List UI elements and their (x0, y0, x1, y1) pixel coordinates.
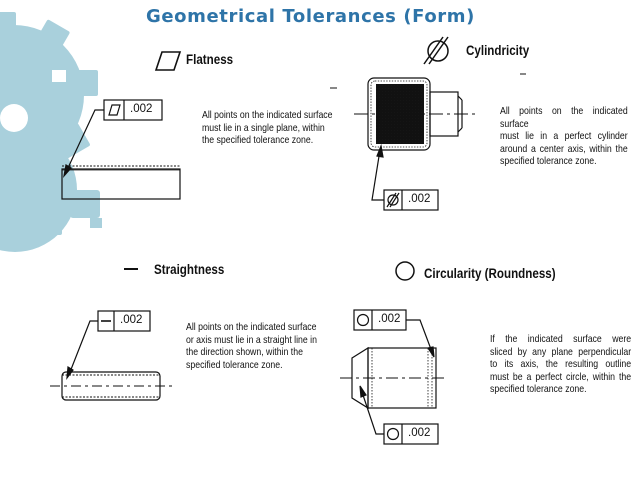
straightness-heading: Straightness (154, 262, 225, 277)
flatness-part (62, 166, 180, 199)
circularity-heading: Circularity (Roundness) (424, 266, 556, 281)
circularity-symbol-icon (396, 262, 414, 280)
flatness-description-line: must lie in a single plane, within (202, 122, 325, 134)
flatness-description-line: All points on the indicated surface (202, 110, 333, 121)
cylindricity-leader-arrow (372, 146, 384, 200)
straightness-leader-arrow (67, 321, 98, 378)
flatness-description-line: the specified tolerance zone. (202, 135, 314, 147)
straightness-description-line: All points on the indicated surface (186, 322, 317, 333)
cylindricity-description-line: must lie in a perfect cylinder (500, 131, 628, 143)
cylindricity-description-line: All points on the indicated surface (500, 106, 628, 130)
circularity-description-line: sliced by any plane perpendicular (490, 346, 632, 358)
flatness-description (202, 110, 333, 148)
circularity-part (340, 348, 448, 408)
flatness-symbol-icon (156, 52, 180, 70)
straightness-tolerance-value: .002 (120, 314, 143, 326)
circularity-description-line: must be a perfect circle, within the (490, 371, 632, 383)
cylindricity-symbol-icon (424, 37, 448, 64)
cylindricity-part (330, 74, 526, 150)
circularity-bottom-tolerance-value: .002 (408, 427, 431, 439)
straightness-description-line: specified tolerance zone. (186, 359, 283, 371)
straightness-description-line: the direction shown, within the (186, 347, 303, 359)
straightness-description-line: or axis must lie in a straight line in (186, 334, 317, 346)
cylindricity-heading: Cylindricity (466, 43, 530, 58)
cylindricity-tolerance-value: .002 (408, 193, 431, 205)
flatness-heading: Flatness (186, 52, 234, 67)
circularity-description-line: to its axis, the resulting outline (490, 359, 632, 371)
circularity-description (490, 334, 631, 397)
circularity-description-line: If the indicated surface were (490, 334, 632, 345)
straightness-description (186, 322, 317, 372)
circularity-description-line: specified tolerance zone. (490, 384, 587, 396)
cylindricity-description (500, 106, 628, 169)
circularity-top-leader-arrow (406, 320, 434, 357)
page-title: Geometrical Tolerances (Form) (146, 6, 475, 27)
circularity-top-tolerance-value: .002 (378, 313, 401, 325)
cylindricity-description-line: around a center axis, within the (500, 143, 628, 155)
cylindricity-description-line: specified tolerance zone. (500, 156, 597, 168)
flatness-tolerance-value: .002 (130, 103, 153, 115)
